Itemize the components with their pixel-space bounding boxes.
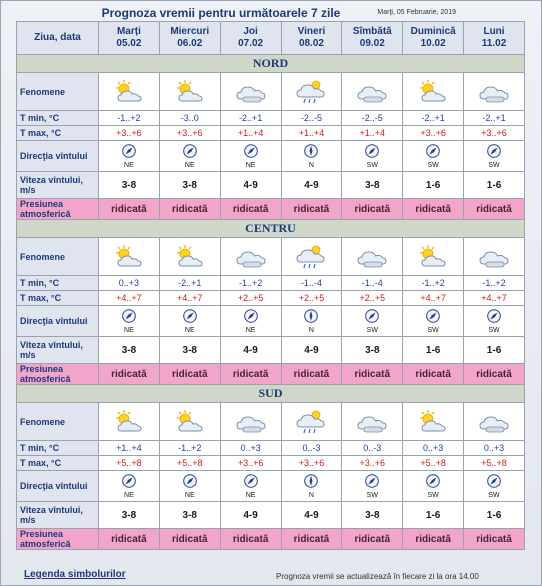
tmax-value: +4..+7 — [159, 291, 220, 306]
wind-speed-value: 3-8 — [99, 172, 160, 199]
weather-cell — [281, 73, 342, 111]
wind-direction — [221, 309, 281, 334]
tmin-value: -1..-4 — [342, 276, 403, 291]
wind-direction — [464, 309, 524, 334]
tmin-value: -2..+1 — [464, 111, 525, 126]
phenomena-row — [17, 238, 525, 276]
tmin-value: -1..+2 — [464, 276, 525, 291]
tmax-value: +3..+6 — [281, 456, 342, 471]
partly-cloudy-icon — [99, 79, 159, 105]
wind-direction-text: SW — [427, 161, 439, 169]
wind-direction-row — [17, 471, 525, 502]
tmax-value: +3..+6 — [464, 126, 525, 141]
cloudy-icon — [342, 244, 402, 270]
pressure-value: ridicată — [281, 529, 342, 550]
wind-speed-row — [17, 172, 525, 199]
wind-direction — [99, 474, 159, 499]
phenomena-row — [17, 73, 525, 111]
pressure-label: Presiunea atmosferică — [17, 364, 99, 385]
tmax-label: T max, °C — [17, 291, 99, 306]
tmin-value: -2..+1 — [159, 276, 220, 291]
partly-cloudy-icon — [160, 244, 220, 270]
tmin-value: 0..-3 — [342, 441, 403, 456]
wind-direction-text: SW — [488, 161, 500, 169]
wind-direction-label: Direcţia vîntului — [17, 471, 99, 502]
tmin-value: -1..+2 — [99, 111, 160, 126]
compass-icon — [365, 474, 379, 491]
compass-icon — [183, 474, 197, 491]
partly-cloudy-icon — [160, 79, 220, 105]
legend-link[interactable]: Legenda simbolurilor — [24, 569, 126, 580]
phenomena-label: Fenomene — [17, 238, 99, 276]
weather-cell — [464, 403, 525, 441]
section-row — [17, 55, 525, 73]
wind-speed-value: 3-8 — [342, 502, 403, 529]
compass-icon — [244, 474, 258, 491]
pressure-value: ridicată — [342, 199, 403, 220]
wind-direction-cell — [464, 306, 525, 337]
wind-direction — [282, 144, 342, 169]
wind-direction-cell — [220, 471, 281, 502]
wind-direction-cell — [220, 141, 281, 172]
pressure-value: ridicată — [159, 529, 220, 550]
wind-direction-cell — [99, 306, 160, 337]
section-row — [17, 385, 525, 403]
wind-speed-value: 3-8 — [99, 337, 160, 364]
wind-direction-row — [17, 306, 525, 337]
wind-direction — [403, 309, 463, 334]
wind-speed-value: 3-8 — [342, 337, 403, 364]
wind-direction-cell — [403, 471, 464, 502]
tmin-value: 0..-3 — [281, 441, 342, 456]
day-header — [281, 22, 342, 55]
wind-direction — [160, 309, 220, 334]
weather-cell — [220, 403, 281, 441]
wind-direction — [342, 474, 402, 499]
weather-cell — [403, 403, 464, 441]
tmin-value: 0..+3 — [99, 276, 160, 291]
pressure-label: Presiunea atmosferică — [17, 199, 99, 220]
wind-speed-value: 3-8 — [159, 502, 220, 529]
wind-direction-cell — [159, 471, 220, 502]
day-name: Duminică — [410, 26, 456, 37]
pressure-value: ridicată — [281, 199, 342, 220]
wind-direction — [99, 144, 159, 169]
wind-direction-text: N — [308, 326, 314, 334]
wind-direction-label: Direcţia vîntului — [17, 306, 99, 337]
wind-direction-cell — [281, 471, 342, 502]
tmax-value: +3..+6 — [403, 126, 464, 141]
cloudy-icon — [464, 244, 524, 270]
wind-direction-cell — [403, 306, 464, 337]
wind-direction-cell — [403, 141, 464, 172]
weather-cell — [281, 238, 342, 276]
tmax-row — [17, 291, 525, 306]
compass-icon — [304, 309, 318, 326]
tmin-value: +1..+4 — [99, 441, 160, 456]
tmin-value: -3..0 — [159, 111, 220, 126]
wind-speed-value: 4-9 — [281, 172, 342, 199]
pressure-value: ridicată — [159, 199, 220, 220]
compass-icon — [426, 144, 440, 161]
partly-cloudy-icon — [403, 409, 463, 435]
compass-icon — [122, 144, 136, 161]
tmax-value: +3..+6 — [159, 126, 220, 141]
pressure-value: ridicată — [464, 199, 525, 220]
compass-icon — [122, 309, 136, 326]
pressure-value: ridicată — [99, 199, 160, 220]
section-row — [17, 220, 525, 238]
weather-cell — [220, 238, 281, 276]
day-date: 07.02 — [238, 38, 264, 49]
tmin-value: -1..+2 — [159, 441, 220, 456]
tmax-value: +1..+4 — [342, 126, 403, 141]
pressure-value: ridicată — [159, 364, 220, 385]
tmax-row — [17, 126, 525, 141]
tmin-label: T min, °C — [17, 276, 99, 291]
tmax-value: +1..+4 — [220, 126, 281, 141]
wind-speed-value: 3-8 — [342, 172, 403, 199]
tmax-value: +4..+7 — [403, 291, 464, 306]
tmin-value: 0..+3 — [220, 441, 281, 456]
pressure-value: ridicată — [464, 529, 525, 550]
compass-icon — [487, 309, 501, 326]
cloudy-icon — [221, 409, 281, 435]
wind-speed-value: 1-6 — [403, 337, 464, 364]
sun-rain-cloud-icon — [282, 409, 342, 435]
wind-direction — [464, 474, 524, 499]
day-date: 11.02 — [481, 38, 507, 49]
pressure-value: ridicată — [464, 364, 525, 385]
wind-speed-value: 3-8 — [99, 502, 160, 529]
compass-icon — [426, 474, 440, 491]
wind-direction-text: NE — [124, 161, 134, 169]
tmin-value: -2..-5 — [281, 111, 342, 126]
wind-speed-value: 4-9 — [220, 172, 281, 199]
day-name: Miercuri — [170, 26, 210, 37]
wind-direction-text: SW — [488, 491, 500, 499]
wind-direction-text: SW — [366, 326, 378, 334]
pressure-value: ridicată — [403, 364, 464, 385]
pressure-row — [17, 199, 525, 220]
cloudy-icon — [221, 244, 281, 270]
wind-direction-text: SW — [427, 326, 439, 334]
wind-direction-text: N — [308, 491, 314, 499]
tmin-row — [17, 276, 525, 291]
tmax-value: +3..+6 — [99, 126, 160, 141]
wind-direction-cell — [99, 471, 160, 502]
corner-label: Ziua, data — [17, 22, 99, 55]
section-title: SUD — [17, 385, 525, 403]
partly-cloudy-icon — [403, 244, 463, 270]
tmin-row — [17, 111, 525, 126]
weather-cell — [99, 403, 160, 441]
wind-direction-label: Direcţia vîntului — [17, 141, 99, 172]
update-note: Prognoza vremii se actualizează în fiecare zi la ora 14.00 — [276, 572, 479, 581]
wind-speed-row — [17, 337, 525, 364]
day-date: 09.02 — [359, 38, 385, 49]
wind-direction-text: NE — [184, 161, 195, 169]
wind-direction-cell — [342, 471, 403, 502]
wind-direction — [282, 474, 342, 499]
tmax-row — [17, 456, 525, 471]
section-title: CENTRU — [17, 220, 525, 238]
wind-direction-text: N — [308, 161, 314, 169]
tmax-value: +3..+6 — [220, 456, 281, 471]
pressure-value: ridicată — [220, 199, 281, 220]
pressure-value: ridicată — [403, 529, 464, 550]
wind-direction-text: NE — [245, 326, 256, 334]
wind-speed-value: 4-9 — [281, 337, 342, 364]
cloudy-icon — [342, 79, 402, 105]
tmin-value: -2..-5 — [342, 111, 403, 126]
weather-cell — [464, 73, 525, 111]
pressure-value: ridicată — [281, 364, 342, 385]
wind-direction-text: NE — [124, 491, 134, 499]
tmax-label: T max, °C — [17, 126, 99, 141]
wind-direction-cell — [220, 306, 281, 337]
pressure-value: ridicată — [342, 529, 403, 550]
day-date: 05.02 — [116, 38, 142, 49]
header-row — [17, 22, 525, 55]
sun-rain-cloud-icon — [282, 244, 342, 270]
day-date: 10.02 — [420, 38, 446, 49]
weather-cell — [342, 403, 403, 441]
compass-icon — [365, 309, 379, 326]
wind-direction-cell — [281, 141, 342, 172]
tmin-value: -1..+2 — [220, 276, 281, 291]
tmin-value: -2..+1 — [220, 111, 281, 126]
compass-icon — [122, 474, 136, 491]
weather-cell — [99, 73, 160, 111]
compass-icon — [304, 474, 318, 491]
tmin-value: 0..+3 — [464, 441, 525, 456]
weather-cell — [403, 238, 464, 276]
wind-direction — [160, 144, 220, 169]
wind-speed-value: 1-6 — [403, 172, 464, 199]
pressure-value: ridicată — [99, 364, 160, 385]
cloudy-icon — [464, 409, 524, 435]
current-date: Marţi, 05 Februarie, 2019 — [377, 9, 456, 16]
wind-speed-value: 3-8 — [159, 337, 220, 364]
wind-speed-label: Viteza vîntului, m/s — [17, 337, 99, 364]
compass-icon — [487, 144, 501, 161]
wind-speed-value: 1-6 — [464, 502, 525, 529]
weather-cell — [220, 73, 281, 111]
sun-rain-cloud-icon — [282, 79, 342, 105]
wind-speed-value: 1-6 — [403, 502, 464, 529]
wind-direction-text: NE — [184, 491, 195, 499]
day-header — [159, 22, 220, 55]
tmax-value: +5..+8 — [99, 456, 160, 471]
tmin-label: T min, °C — [17, 111, 99, 126]
day-date: 06.02 — [177, 38, 203, 49]
forecast-table — [16, 21, 525, 550]
wind-direction — [342, 309, 402, 334]
tmax-value: +1..+4 — [281, 126, 342, 141]
wind-direction-text: SW — [366, 161, 378, 169]
compass-icon — [487, 474, 501, 491]
tmin-row — [17, 441, 525, 456]
wind-direction — [221, 474, 281, 499]
compass-icon — [183, 309, 197, 326]
phenomena-label: Fenomene — [17, 73, 99, 111]
wind-direction — [282, 309, 342, 334]
weather-cell — [99, 238, 160, 276]
tmin-value: 0..+3 — [403, 441, 464, 456]
day-name: Sîmbătă — [352, 26, 392, 37]
tmax-value: +2..+5 — [281, 291, 342, 306]
pressure-row — [17, 364, 525, 385]
day-header — [99, 22, 160, 55]
compass-icon — [183, 144, 197, 161]
day-name: Marți — [116, 26, 141, 37]
wind-direction-cell — [342, 141, 403, 172]
tmax-label: T max, °C — [17, 456, 99, 471]
tmin-value: -1..+2 — [403, 276, 464, 291]
cloudy-icon — [221, 79, 281, 105]
tmax-value: +4..+7 — [464, 291, 525, 306]
wind-direction — [342, 144, 402, 169]
day-header — [403, 22, 464, 55]
page-title: Prognoza vremii pentru următoarele 7 zile — [101, 6, 341, 20]
wind-direction-cell — [281, 306, 342, 337]
pressure-value: ridicată — [342, 364, 403, 385]
cloudy-icon — [464, 79, 524, 105]
day-header — [342, 22, 403, 55]
wind-direction-cell — [342, 306, 403, 337]
tmax-value: +4..+7 — [99, 291, 160, 306]
weather-cell — [464, 238, 525, 276]
day-header — [464, 22, 525, 55]
wind-direction-row — [17, 141, 525, 172]
day-name: Joi — [243, 26, 258, 37]
compass-icon — [244, 144, 258, 161]
weather-cell — [403, 73, 464, 111]
weather-cell — [342, 73, 403, 111]
wind-speed-row — [17, 502, 525, 529]
pressure-label: Presiunea atmosferică — [17, 529, 99, 550]
wind-speed-value: 1-6 — [464, 172, 525, 199]
partly-cloudy-icon — [403, 79, 463, 105]
section-title: NORD — [17, 55, 525, 73]
wind-direction-cell — [159, 141, 220, 172]
wind-direction — [160, 474, 220, 499]
pressure-value: ridicată — [220, 529, 281, 550]
wind-direction-text: NE — [184, 326, 195, 334]
phenomena-label: Fenomene — [17, 403, 99, 441]
partly-cloudy-icon — [160, 409, 220, 435]
wind-direction — [403, 474, 463, 499]
wind-direction-text: NE — [245, 491, 256, 499]
pressure-value: ridicată — [99, 529, 160, 550]
tmin-value: -1..-4 — [281, 276, 342, 291]
wind-direction-text: NE — [124, 326, 134, 334]
wind-direction — [221, 144, 281, 169]
weather-cell — [159, 403, 220, 441]
wind-speed-value: 3-8 — [159, 172, 220, 199]
wind-direction-cell — [464, 141, 525, 172]
tmax-value: +2..+5 — [342, 291, 403, 306]
tmax-value: +3..+6 — [342, 456, 403, 471]
wind-direction-cell — [99, 141, 160, 172]
wind-direction-text: NE — [245, 161, 256, 169]
wind-direction-text: SW — [488, 326, 500, 334]
tmax-value: +2..+5 — [220, 291, 281, 306]
wind-direction-cell — [159, 306, 220, 337]
wind-speed-label: Viteza vîntului, m/s — [17, 502, 99, 529]
wind-direction-text: SW — [427, 491, 439, 499]
wind-speed-label: Viteza vîntului, m/s — [17, 172, 99, 199]
wind-speed-value: 1-6 — [464, 337, 525, 364]
compass-icon — [304, 144, 318, 161]
weather-cell — [342, 238, 403, 276]
wind-speed-value: 4-9 — [220, 337, 281, 364]
compass-icon — [244, 309, 258, 326]
pressure-value: ridicată — [220, 364, 281, 385]
wind-direction — [403, 144, 463, 169]
pressure-row — [17, 529, 525, 550]
wind-speed-value: 4-9 — [281, 502, 342, 529]
wind-direction — [99, 309, 159, 334]
day-name: Vineri — [297, 26, 326, 37]
weather-cell — [159, 238, 220, 276]
tmax-value: +5..+8 — [464, 456, 525, 471]
tmin-value: -2..+1 — [403, 111, 464, 126]
pressure-value: ridicată — [403, 199, 464, 220]
compass-icon — [365, 144, 379, 161]
wind-direction-cell — [464, 471, 525, 502]
day-date: 08.02 — [298, 38, 324, 49]
partly-cloudy-icon — [99, 244, 159, 270]
tmax-value: +5..+8 — [159, 456, 220, 471]
tmin-label: T min, °C — [17, 441, 99, 456]
weather-cell — [281, 403, 342, 441]
partly-cloudy-icon — [99, 409, 159, 435]
wind-speed-value: 4-9 — [220, 502, 281, 529]
compass-icon — [426, 309, 440, 326]
cloudy-icon — [342, 409, 402, 435]
weather-cell — [159, 73, 220, 111]
day-name: Luni — [483, 26, 505, 37]
tmax-value: +5..+8 — [403, 456, 464, 471]
day-header — [220, 22, 281, 55]
wind-direction-text: SW — [366, 491, 378, 499]
wind-direction — [464, 144, 524, 169]
phenomena-row — [17, 403, 525, 441]
